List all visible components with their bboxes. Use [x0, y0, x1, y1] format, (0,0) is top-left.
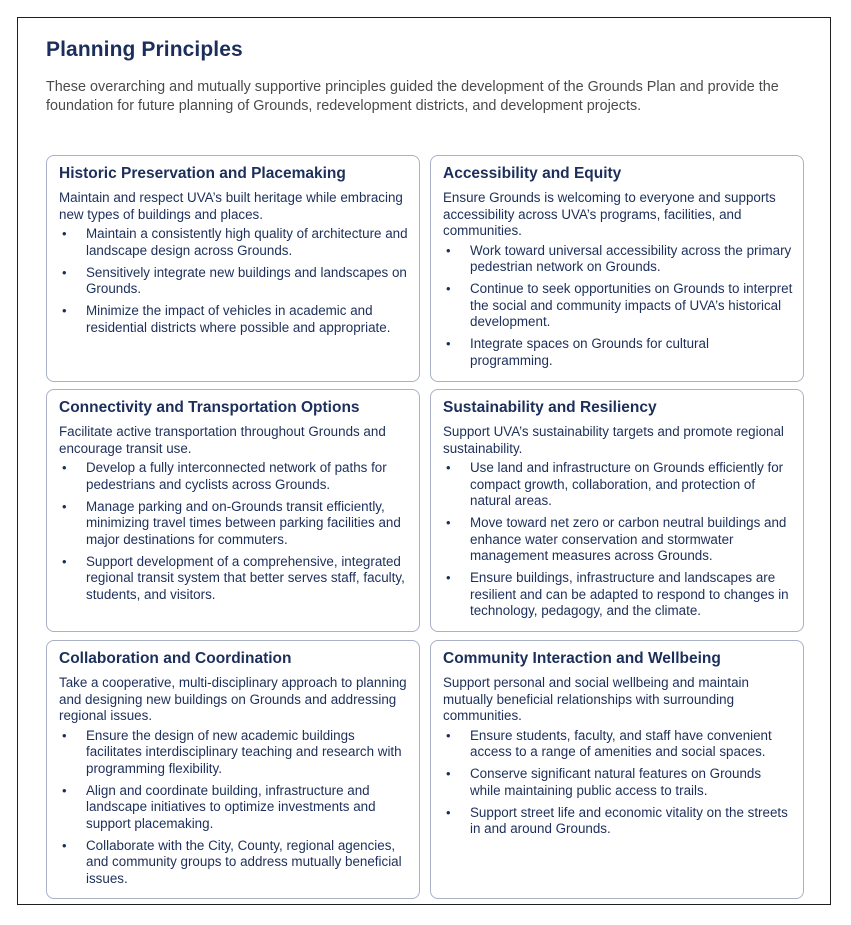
list-item-text: Conserve significant natural features on Grounds while maintaining public access to trails.: [470, 766, 762, 798]
bullet-list: [59, 460, 409, 603]
card-description: Take a cooperative, multi-disciplinary approach to planning and designing new buildings on Grounds and addressing regional issues.: [59, 675, 407, 723]
bullet-icon: •: [446, 281, 451, 296]
card-heading: Sustainability and Resiliency: [443, 399, 657, 416]
bullet-icon: •: [62, 460, 67, 475]
list-item-text: Use land and infrastructure on Grounds efficiently for compact growth, collaboration, and protection of natural areas.: [470, 460, 784, 508]
bullet-icon: •: [62, 498, 67, 514]
bullet-icon: •: [62, 553, 67, 569]
list-item: [443, 281, 793, 331]
bullet-icon: •: [446, 727, 451, 743]
bullet-icon: •: [62, 727, 67, 743]
list-item: [443, 460, 793, 510]
bullet-icon: •: [62, 782, 67, 798]
list-item-text: Minimize the impact of vehicles in academic and residential districts where possible and appropriate.: [86, 303, 391, 335]
list-item: [59, 783, 409, 833]
bullet-list: [59, 728, 409, 888]
bullet-icon: •: [62, 837, 67, 853]
bullet-icon: •: [62, 264, 67, 280]
list-item-text: Sensitively integrate new buildings and landscapes on Grounds.: [86, 264, 407, 296]
card-heading: Connectivity and Transportation Options: [59, 399, 360, 416]
list-item-text: Support development of a comprehensive, integrated regional transit system that better serves staff, faculty, students, and visitors.: [86, 553, 405, 602]
list-item: [443, 515, 793, 565]
card-description: Ensure Grounds is welcoming to everyone and supports accessibility across UVA’s programs, facilities, and communities.: [443, 190, 776, 238]
list-item: [443, 336, 793, 369]
bullet-list: [443, 460, 793, 620]
bullet-list: [443, 243, 793, 370]
principle-card-historic-preservation: [46, 155, 420, 382]
list-item: [59, 499, 409, 549]
list-item-text: Integrate spaces on Grounds for cultural programming.: [470, 336, 709, 368]
page-title: Planning Principles: [46, 38, 243, 61]
principle-card-community-wellbeing: [430, 640, 804, 899]
bullet-icon: •: [446, 336, 451, 351]
list-item-text: Work toward universal accessibility across the primary pedestrian network on Grounds.: [470, 242, 792, 274]
bullet-icon: •: [446, 766, 451, 781]
list-item: [59, 226, 409, 259]
principle-card-sustainability-resiliency: [430, 389, 804, 632]
list-item-text: Ensure the design of new academic buildings facilitates interdisciplinary teaching and research with programming flexibility.: [86, 727, 402, 776]
list-item-text: Ensure buildings, infrastructure and landscapes are resilient and can be adapted to respond to changes in technology, pedagogy, and the climate.: [470, 570, 789, 618]
card-description: Support UVA’s sustainability targets and promote regional sustainability.: [443, 424, 784, 456]
list-item-text: Maintain a consistently high quality of architecture and landscape design across Grounds.: [86, 226, 408, 258]
list-item: [443, 728, 793, 761]
card-description: Facilitate active transportation throughout Grounds and encourage transit use.: [59, 424, 386, 456]
list-item: [443, 766, 793, 799]
intro-paragraph: These overarching and mutually supportive principles guided the development of the Grounds Plan and provide the foundation for future planning of Grounds, redevelopment districts, and development projects.: [46, 79, 779, 114]
bullet-list: [59, 226, 409, 336]
list-item: [443, 243, 793, 276]
principle-card-connectivity-transportation: [46, 389, 420, 632]
list-item: [443, 570, 793, 620]
principle-card-collaboration-coordination: [46, 640, 420, 899]
list-item-text: Continue to seek opportunities on Grounds to interpret the social and community impacts of UVA’s historical development.: [470, 281, 793, 329]
list-item-text: Collaborate with the City, County, regional agencies, and community groups to address mutually beneficial issues.: [86, 837, 402, 886]
card-heading: Community Interaction and Wellbeing: [443, 650, 721, 667]
list-item: [59, 265, 409, 298]
list-item-text: Move toward net zero or carbon neutral buildings and enhance water conservation and stormwater management measures across Grounds.: [470, 515, 787, 563]
bullet-icon: •: [62, 303, 67, 318]
bullet-icon: •: [446, 804, 451, 820]
bullet-icon: •: [446, 570, 451, 585]
card-heading: Historic Preservation and Placemaking: [59, 165, 346, 182]
card-heading: Collaboration and Coordination: [59, 650, 292, 667]
bullet-icon: •: [446, 242, 451, 258]
list-item-text: Manage parking and on-Grounds transit efficiently, minimizing travel times between parking facilities and major destinations for commuters.: [86, 498, 401, 547]
list-item-text: Ensure students, faculty, and staff have convenient access to a range of amenities and social spaces.: [470, 727, 772, 759]
list-item: [443, 805, 793, 838]
list-item: [59, 838, 409, 888]
card-description: Maintain and respect UVA’s built heritage while embracing new types of buildings and places.: [59, 190, 403, 222]
card-description: Support personal and social wellbeing and maintain mutually beneficial relationships with surrounding communities.: [443, 675, 749, 723]
list-item: [59, 728, 409, 778]
bullet-icon: •: [446, 515, 451, 530]
list-item: [59, 554, 409, 604]
bullet-icon: •: [62, 226, 67, 241]
list-item: [59, 460, 409, 493]
bullet-icon: •: [446, 460, 451, 475]
list-item: [59, 303, 409, 336]
bullet-list: [443, 728, 793, 838]
list-item-text: Align and coordinate building, infrastructure and landscape initiatives to optimize investments and support placemaking.: [86, 782, 376, 831]
card-heading: Accessibility and Equity: [443, 165, 622, 182]
list-item-text: Support street life and economic vitality on the streets in and around Grounds.: [470, 804, 788, 836]
list-item-text: Develop a fully interconnected network of paths for pedestrians and cyclists across Grounds.: [86, 460, 387, 492]
principle-card-accessibility-equity: [430, 155, 804, 382]
